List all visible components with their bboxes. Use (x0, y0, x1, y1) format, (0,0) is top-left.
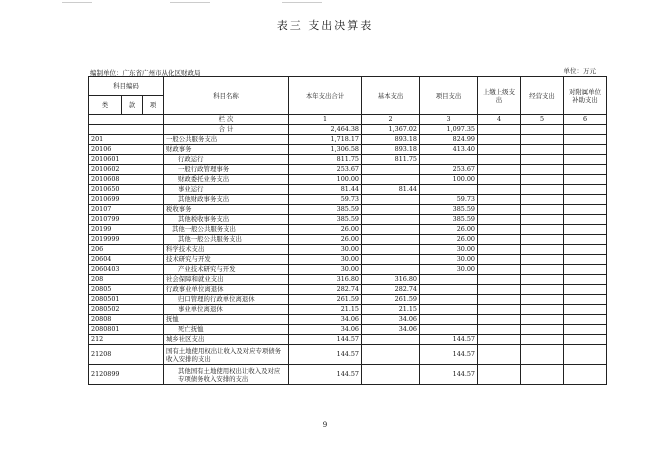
row-upper (478, 185, 521, 195)
row-name: 国有土地使用权出让收入及对应专项债务收入安排的支出 (164, 345, 289, 365)
row-subsidy (564, 155, 607, 165)
row-subsidy (564, 145, 607, 155)
row-code: 212 (89, 335, 164, 345)
row-operating (521, 245, 564, 255)
row-upper (478, 145, 521, 155)
row-project: 144.57 (420, 345, 478, 365)
header-project: 项目支出 (420, 77, 478, 115)
row-project (420, 275, 478, 285)
row-subsidy (564, 175, 607, 185)
row-total: 59.73 (289, 195, 362, 205)
row-upper (478, 235, 521, 245)
row-total: 21.15 (289, 305, 362, 315)
row-code: 2010608 (89, 175, 164, 185)
row-basic (362, 345, 420, 365)
row-upper (478, 285, 521, 295)
row-upper (478, 155, 521, 165)
row-operating (521, 155, 564, 165)
row-total: 261.59 (289, 295, 362, 305)
row-total: 144.57 (289, 365, 362, 385)
row-subsidy (564, 225, 607, 235)
row-subsidy (564, 365, 607, 385)
row-operating (521, 295, 564, 305)
row-basic: 282.74 (362, 285, 420, 295)
table-row (89, 205, 607, 215)
row-total: 1,718.17 (289, 135, 362, 145)
row-basic: 316.80 (362, 275, 420, 285)
row-basic (362, 265, 420, 275)
row-name: 事业运行 (164, 185, 289, 195)
scan-mark (282, 2, 322, 3)
row-project: 824.99 (420, 135, 478, 145)
row-project (420, 155, 478, 165)
row-subsidy (564, 265, 607, 275)
row-upper (478, 255, 521, 265)
row-project: 30.00 (420, 255, 478, 265)
total-basic: 1,367.02 (362, 125, 420, 135)
row-operating (521, 315, 564, 325)
row-upper (478, 345, 521, 365)
row-code: 2010799 (89, 215, 164, 225)
row-upper (478, 295, 521, 305)
header-total: 本年支出合计 (289, 77, 362, 115)
row-operating (521, 325, 564, 335)
row-project (420, 325, 478, 335)
total-amount: 2,464.38 (289, 125, 362, 135)
row-name: 抚恤 (164, 315, 289, 325)
row-basic (362, 335, 420, 345)
row-code: 2080502 (89, 305, 164, 315)
row-project: 385.59 (420, 205, 478, 215)
row-subsidy (564, 135, 607, 145)
row-name: 其他税收事务支出 (164, 215, 289, 225)
row-subsidy (564, 325, 607, 335)
row-operating (521, 185, 564, 195)
row-basic: 811.75 (362, 155, 420, 165)
row-total: 253.67 (289, 165, 362, 175)
row-name: 社会保障和就业支出 (164, 275, 289, 285)
row-total: 81.44 (289, 185, 362, 195)
table-row (89, 175, 607, 185)
row-upper (478, 325, 521, 335)
row-project: 26.00 (420, 235, 478, 245)
scan-mark (170, 2, 210, 3)
row-total: 30.00 (289, 265, 362, 275)
row-name: 事业单位离退休 (164, 305, 289, 315)
row-operating (521, 275, 564, 285)
table-row (89, 225, 607, 235)
table-row (89, 365, 607, 385)
compiling-unit: 编制单位：广东省广州市从化区财政局 (90, 69, 201, 77)
row-code: 206 (89, 245, 164, 255)
row-name: 行政运行 (164, 155, 289, 165)
row-basic: 893.18 (362, 135, 420, 145)
row-total: 34.06 (289, 315, 362, 325)
row-subsidy (564, 315, 607, 325)
total-label: 合 计 (164, 125, 289, 135)
row-basic: 261.59 (362, 295, 420, 305)
row-name: 其他一般公共服务支出 (164, 235, 289, 245)
row-name: 行政事业单位离退休 (164, 285, 289, 295)
row-name: 一般行政管理事务 (164, 165, 289, 175)
page-title: 表三 支出决算表 (276, 19, 374, 32)
row-basic (362, 225, 420, 235)
row-code: 20604 (89, 255, 164, 265)
row-project: 144.57 (420, 365, 478, 385)
row-name: 死亡抚恤 (164, 325, 289, 335)
row-total: 282.74 (289, 285, 362, 295)
table-row (89, 135, 607, 145)
row-code: 208 (89, 275, 164, 285)
table-row (89, 195, 607, 205)
row-upper (478, 215, 521, 225)
row-project: 385.59 (420, 215, 478, 225)
row-subsidy (564, 235, 607, 245)
row-code: 2010650 (89, 185, 164, 195)
total-row (89, 125, 607, 135)
row-name: 一般公共服务支出 (164, 135, 289, 145)
row-upper (478, 165, 521, 175)
header-xiang: 项 (143, 96, 164, 115)
row-subsidy (564, 255, 607, 265)
table-row (89, 215, 607, 225)
row-subsidy (564, 345, 607, 365)
table-row (89, 245, 607, 255)
row-total: 26.00 (289, 235, 362, 245)
row-name: 其他一般公共服务支出 (164, 225, 289, 235)
total-project: 1,097.35 (420, 125, 478, 135)
row-basic: 34.06 (362, 315, 420, 325)
row-project (420, 315, 478, 325)
row-total: 144.57 (289, 345, 362, 365)
row-name: 其他财政事务支出 (164, 195, 289, 205)
row-name: 税收事务 (164, 205, 289, 215)
row-project: 144.57 (420, 335, 478, 345)
row-project (420, 285, 478, 295)
column-number: 1 (289, 115, 362, 125)
table-row (89, 295, 607, 305)
row-operating (521, 235, 564, 245)
row-subsidy (564, 195, 607, 205)
row-total: 385.59 (289, 205, 362, 215)
row-name: 产业技术研究与开发 (164, 265, 289, 275)
row-operating (521, 135, 564, 145)
row-code: 20808 (89, 315, 164, 325)
row-project: 253.67 (420, 165, 478, 175)
header-subject-name: 科目名称 (164, 77, 289, 115)
row-code: 2060403 (89, 265, 164, 275)
row-upper (478, 205, 521, 215)
row-project: 59.73 (420, 195, 478, 205)
column-number: 2 (362, 115, 420, 125)
row-upper (478, 335, 521, 345)
row-name: 其他国有土地使用权出让收入及对应专项债务收入安排的支出 (164, 365, 289, 385)
row-name: 技术研究与开发 (164, 255, 289, 265)
row-basic (362, 195, 420, 205)
row-code: 2010602 (89, 165, 164, 175)
row-total: 100.00 (289, 175, 362, 185)
row-name: 科学技术支出 (164, 245, 289, 255)
row-code: 2010699 (89, 195, 164, 205)
row-operating (521, 165, 564, 175)
row-code: 20107 (89, 205, 164, 215)
row-upper (478, 265, 521, 275)
row-basic (362, 205, 420, 215)
row-subsidy (564, 245, 607, 255)
row-subsidy (564, 185, 607, 195)
row-upper (478, 175, 521, 185)
row-project (420, 305, 478, 315)
expenditure-table (88, 76, 607, 385)
table-row (89, 315, 607, 325)
row-name: 财政事务 (164, 145, 289, 155)
row-operating (521, 305, 564, 315)
row-subsidy (564, 215, 607, 225)
header-kuan: 款 (122, 96, 143, 115)
header-lei: 类 (89, 96, 122, 115)
table-row (89, 235, 607, 245)
table-row (89, 305, 607, 315)
row-operating (521, 175, 564, 185)
header-upper: 上缴上级支出 (478, 77, 521, 115)
row-basic (362, 175, 420, 185)
row-upper (478, 275, 521, 285)
table-row (89, 335, 607, 345)
row-basic (362, 215, 420, 225)
row-operating (521, 345, 564, 365)
row-total: 811.75 (289, 155, 362, 165)
row-code: 20106 (89, 145, 164, 155)
row-project: 100.00 (420, 175, 478, 185)
row-subsidy (564, 285, 607, 295)
row-project: 26.00 (420, 225, 478, 235)
column-number: 6 (564, 115, 607, 125)
row-operating (521, 335, 564, 345)
row-project (420, 185, 478, 195)
row-basic (362, 235, 420, 245)
row-upper (478, 245, 521, 255)
row-operating (521, 215, 564, 225)
table-row (89, 165, 607, 175)
table-row (89, 255, 607, 265)
row-upper (478, 305, 521, 315)
row-operating (521, 285, 564, 295)
row-total: 34.06 (289, 325, 362, 335)
row-code: 2080801 (89, 325, 164, 335)
row-operating (521, 255, 564, 265)
column-label: 栏 次 (164, 115, 289, 125)
row-code: 2019999 (89, 235, 164, 245)
table-row (89, 285, 607, 295)
row-code: 20199 (89, 225, 164, 235)
row-total: 316.80 (289, 275, 362, 285)
row-project: 413.40 (420, 145, 478, 155)
row-upper (478, 315, 521, 325)
row-subsidy (564, 275, 607, 285)
row-upper (478, 135, 521, 145)
row-project: 30.00 (420, 245, 478, 255)
table-row (89, 155, 607, 165)
table-row (89, 185, 607, 195)
page-number: 9 (322, 421, 328, 429)
row-subsidy (564, 305, 607, 315)
row-code: 2080501 (89, 295, 164, 305)
currency-unit: 单位：万元 (563, 67, 596, 75)
row-name: 城乡社区支出 (164, 335, 289, 345)
row-code: 21208 (89, 345, 164, 365)
row-subsidy (564, 335, 607, 345)
row-basic (362, 245, 420, 255)
scan-mark (62, 2, 92, 3)
row-name: 归口管理的行政单位离退休 (164, 295, 289, 305)
row-basic (362, 165, 420, 175)
table-row (89, 275, 607, 285)
row-operating (521, 365, 564, 385)
row-operating (521, 225, 564, 235)
row-total: 26.00 (289, 225, 362, 235)
header-basic: 基本支出 (362, 77, 420, 115)
row-operating (521, 205, 564, 215)
column-number-row (89, 115, 607, 125)
header-subsidy: 对附属单位补助支出 (564, 77, 607, 115)
column-number: 3 (420, 115, 478, 125)
row-operating (521, 265, 564, 275)
table-row (89, 345, 607, 365)
row-basic: 21.15 (362, 305, 420, 315)
row-code: 20805 (89, 285, 164, 295)
row-subsidy (564, 205, 607, 215)
row-project: 30.00 (420, 265, 478, 275)
row-basic: 34.06 (362, 325, 420, 335)
row-total: 30.00 (289, 255, 362, 265)
table-row (89, 265, 607, 275)
row-subsidy (564, 165, 607, 175)
row-project (420, 295, 478, 305)
row-code: 2010601 (89, 155, 164, 165)
table-row (89, 145, 607, 155)
row-operating (521, 195, 564, 205)
row-upper (478, 225, 521, 235)
row-name: 财政委托业务支出 (164, 175, 289, 185)
row-code: 201 (89, 135, 164, 145)
header-operating: 经营支出 (521, 77, 564, 115)
row-total: 30.00 (289, 245, 362, 255)
header-subject-code: 科目编码 (89, 77, 164, 96)
row-upper (478, 365, 521, 385)
row-basic (362, 365, 420, 385)
row-operating (521, 145, 564, 155)
column-number: 4 (478, 115, 521, 125)
row-basic: 81.44 (362, 185, 420, 195)
row-upper (478, 195, 521, 205)
table-row (89, 325, 607, 335)
row-basic: 893.18 (362, 145, 420, 155)
row-total: 385.59 (289, 215, 362, 225)
row-subsidy (564, 295, 607, 305)
row-total: 1,306.58 (289, 145, 362, 155)
row-basic (362, 255, 420, 265)
column-number: 5 (521, 115, 564, 125)
row-total: 144.57 (289, 335, 362, 345)
row-code: 2120899 (89, 365, 164, 385)
